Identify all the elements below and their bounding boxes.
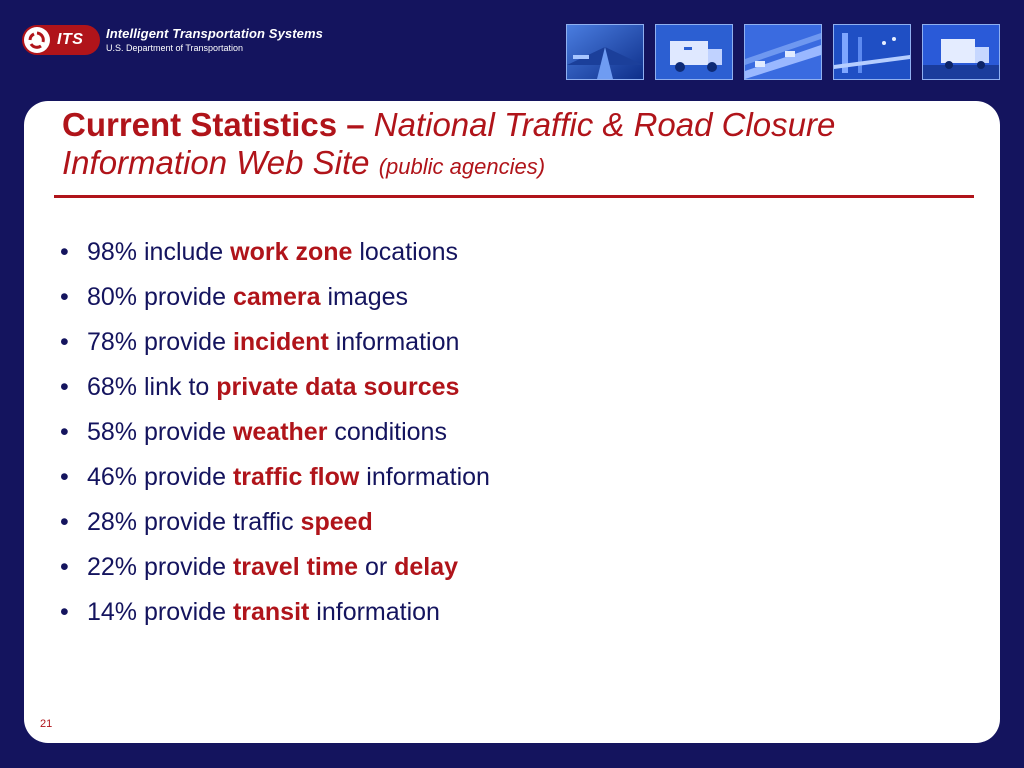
- item-text: information: [359, 463, 490, 491]
- item-text: conditions: [327, 418, 447, 446]
- statistics-list: [60, 238, 490, 643]
- list-item: [60, 418, 490, 463]
- bullet-icon: •: [60, 463, 69, 491]
- item-text: information: [309, 598, 440, 626]
- its-logo: [22, 25, 100, 55]
- item-highlight: travel time: [232, 553, 358, 581]
- bullet-icon: •: [60, 598, 69, 626]
- thumbnail-ambulance-image: [655, 24, 733, 80]
- content-card: [24, 101, 1000, 743]
- item-text: or: [358, 553, 395, 581]
- item-text: 22% provide: [87, 553, 233, 581]
- item-text: 28% provide traffic: [87, 508, 301, 536]
- bullet-icon: •: [60, 373, 69, 401]
- thumbnail-city-traffic-image: [744, 24, 822, 80]
- page-number: 21: [40, 718, 53, 730]
- item-highlight: delay: [394, 553, 459, 581]
- bullet-icon: •: [60, 553, 69, 581]
- thumbnail-truck-image: [922, 24, 1000, 80]
- item-highlight: traffic flow: [232, 463, 360, 491]
- dot-logo-icon: [24, 27, 50, 53]
- item-text: 98% include: [87, 238, 231, 266]
- list-item: [60, 598, 490, 643]
- bullet-icon: •: [60, 283, 69, 311]
- item-highlight: incident: [232, 328, 329, 356]
- title-italic: National Traffic & Road Closure Information Web Site: [62, 106, 836, 181]
- item-text: images: [320, 283, 409, 311]
- slide-title: [62, 106, 962, 186]
- item-text: 58% provide: [87, 418, 233, 446]
- item-text: 80% provide: [87, 283, 233, 311]
- bullet-icon: •: [60, 328, 69, 356]
- item-text: 78% provide: [87, 328, 233, 356]
- item-highlight: speed: [300, 508, 373, 536]
- bullet-icon: •: [60, 238, 69, 266]
- logo-abbr: ITS: [57, 31, 84, 48]
- item-highlight: transit: [232, 598, 310, 626]
- list-item: [60, 463, 490, 508]
- title-qualifier: (public agencies): [378, 154, 546, 179]
- org-subtitle: U.S. Department of Transportation: [106, 43, 244, 53]
- item-text: 14% provide: [87, 598, 233, 626]
- org-name: Intelligent Transportation Systems: [106, 26, 323, 41]
- bullet-icon: •: [60, 508, 69, 536]
- list-item: [60, 553, 490, 598]
- item-text: 68% link to: [87, 373, 217, 401]
- list-item: [60, 373, 490, 418]
- title-divider: [54, 195, 974, 198]
- item-highlight: weather: [232, 418, 328, 446]
- list-item: [60, 508, 490, 553]
- thumbnail-bridge-image: [833, 24, 911, 80]
- item-highlight: private data sources: [216, 373, 460, 401]
- bullet-icon: •: [60, 418, 69, 446]
- item-highlight: camera: [232, 283, 321, 311]
- item-text: information: [328, 328, 460, 356]
- thumbnail-highway-image: [566, 24, 644, 80]
- item-text: 46% provide: [87, 463, 233, 491]
- item-highlight: work zone: [230, 238, 353, 266]
- list-item: [60, 283, 490, 328]
- list-item: [60, 238, 490, 283]
- list-item: [60, 328, 490, 373]
- item-text: locations: [352, 238, 459, 266]
- title-bold: Current Statistics –: [62, 106, 374, 143]
